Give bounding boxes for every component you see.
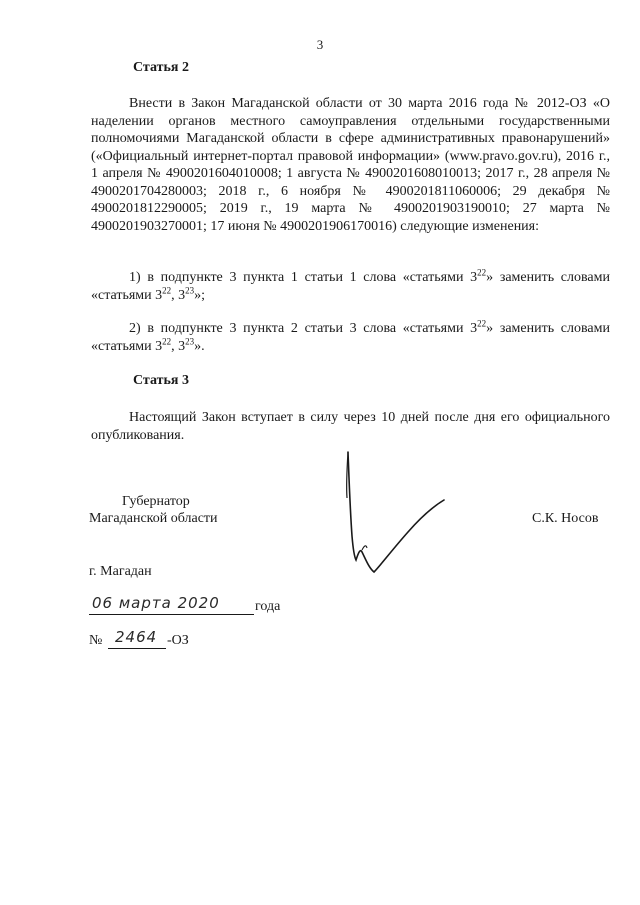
law-number-handwritten: 2464 xyxy=(115,628,158,646)
date-handwritten: 06 марта 2020 xyxy=(92,594,220,612)
governor-name: С.К. Носов xyxy=(532,511,599,526)
article-2-heading: Статья 2 xyxy=(133,60,189,75)
place-of-signing: г. Магадан xyxy=(89,564,152,579)
law-number-prefix: № xyxy=(89,633,103,648)
governor-title-line1: Губернатор xyxy=(122,494,190,509)
law-number-suffix: -ОЗ xyxy=(167,633,189,648)
governor-signature-image xyxy=(336,448,456,578)
law-number-underline xyxy=(108,648,166,649)
page-number: 3 xyxy=(316,37,324,52)
date-underline xyxy=(89,614,254,615)
article-3-heading: Статья 3 xyxy=(133,373,189,388)
date-suffix: года xyxy=(255,599,281,614)
article-2-intro: Внести в Закон Магаданской области от 30 марта 2016 года № 2012-ОЗ «О наделении органов местного самоуправления отдельными государственными полномочиями Магаданской области в сфере административных правонарушений» («Официальный интернет-портал правовой информации» (www.pravo.gov.ru), 2016 г., 1 апреля № 4900201604010008; 1 августа № 4900201608010013; 2017 г., 28 апреля № 4900201704280003; 2018 г., 6 ноября № 4900201811060006; 29 декабря № 4900201812290005; 2019 г., 19 марта № 4900201903190010; 27 марта № 4900201903270001; 17 июня № 4900201906170016) следующие изменения: xyxy=(91,96,610,234)
amendment-item-1: 1) в подпункте 3 пункта 1 статьи 1 слова «статьями $3^{22}$» заменить словами «статьями $3^{22}$, $3^{23}$»; xyxy=(91,267,610,303)
amendment-item-2: 2) в подпункте 3 пункта 2 статьи 3 слова «статьями $3^{22}$» заменить словами «статьями $3^{22}$, $3^{23}$». xyxy=(91,318,610,354)
governor-title-line2: Магаданской области xyxy=(89,511,218,526)
article-3-text: Настоящий Закон вступает в силу через 10 дней после дня его официального опубликования. xyxy=(91,410,610,443)
